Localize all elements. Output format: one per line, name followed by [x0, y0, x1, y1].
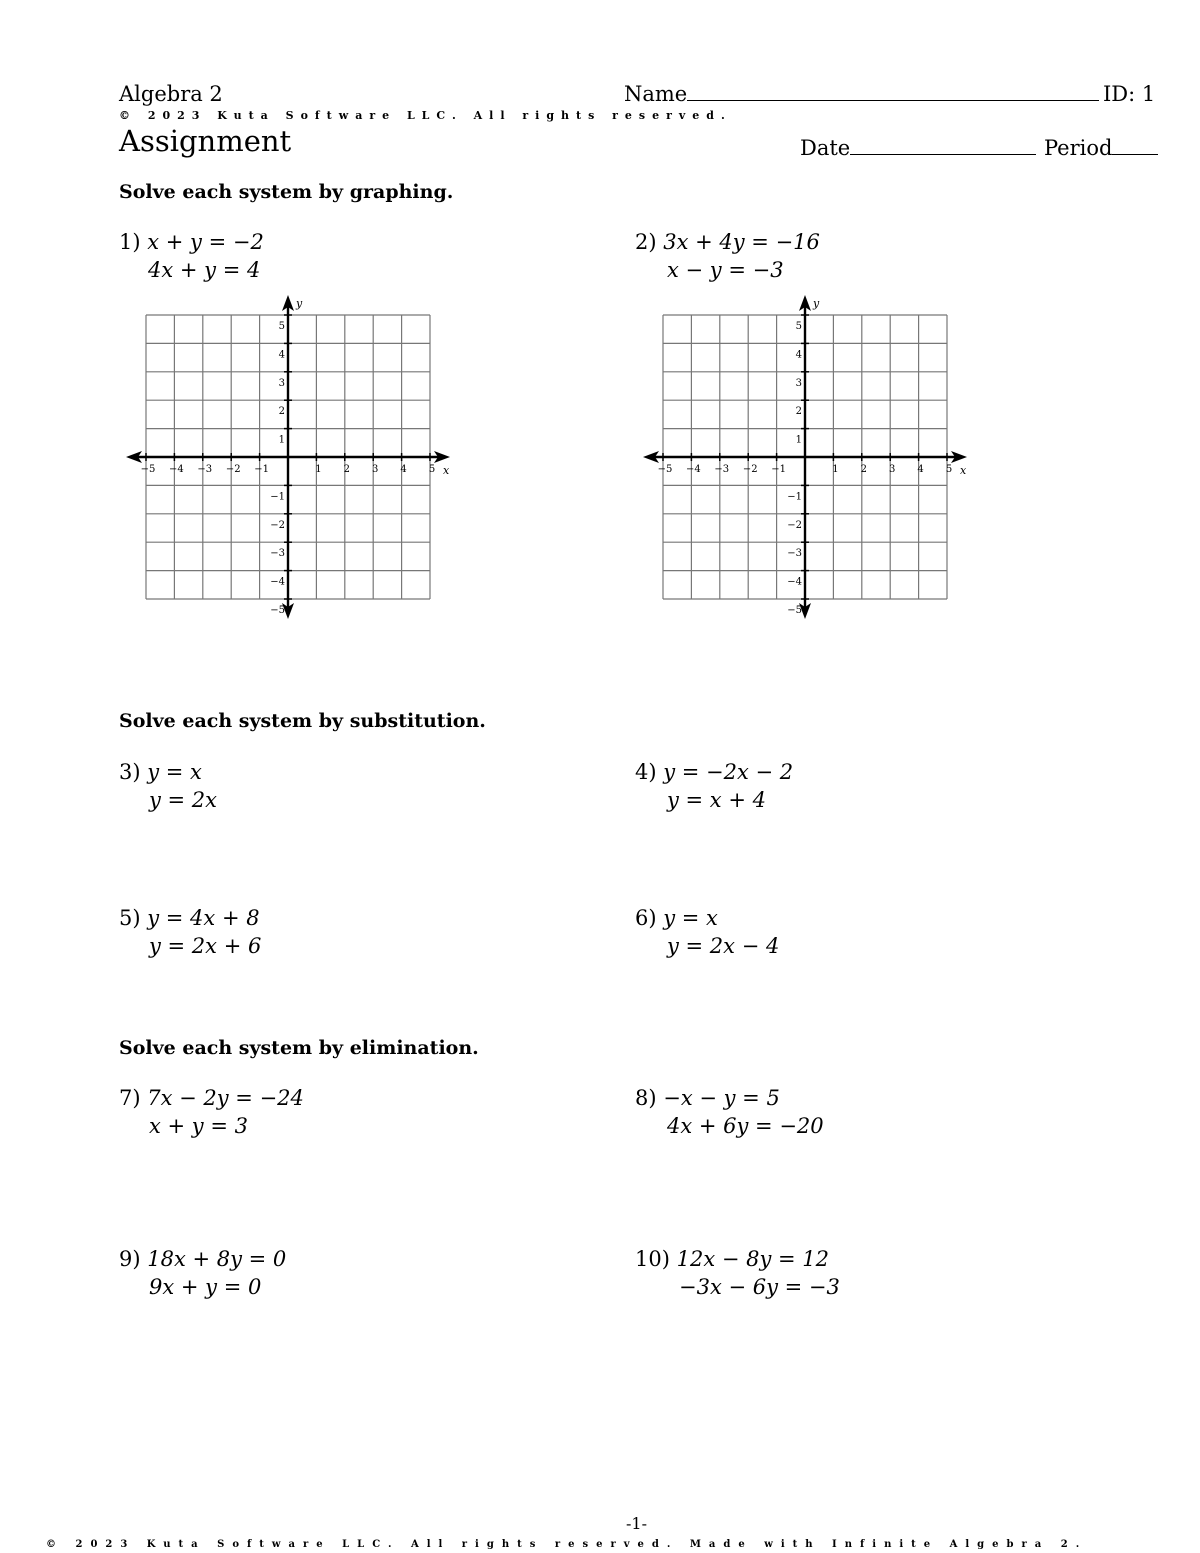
- y-tick-label: 1: [795, 434, 802, 446]
- y-tick-label: −4: [787, 576, 802, 588]
- x-tick-label: −4: [169, 464, 184, 475]
- coordinate-grid-1[interactable]: [124, 293, 454, 623]
- equation-2: 9x + y = 0: [149, 1275, 262, 1299]
- equation-1: y = −2x − 2: [663, 760, 794, 784]
- y-tick-label: −1: [270, 491, 285, 503]
- y-tick-label: 2: [795, 406, 802, 418]
- x-tick-label: 5: [945, 464, 953, 475]
- x-tick-label: −4: [686, 464, 701, 475]
- y-tick-label: 1: [278, 434, 285, 446]
- name-label: Name: [624, 82, 688, 106]
- problem-number: 2): [635, 230, 657, 254]
- page-title: Assignment: [119, 124, 292, 158]
- y-tick-label: −5: [787, 605, 802, 616]
- problem-5: [119, 904, 261, 960]
- equation-1: 18x + 8y = 0: [147, 1247, 287, 1271]
- equation-1: y = x: [663, 906, 718, 930]
- x-tick-label: −2: [742, 464, 758, 475]
- equation-1: y = x: [147, 760, 202, 784]
- problem-number: 4): [635, 760, 657, 784]
- page-number: -1-: [626, 1514, 647, 1533]
- x-tick-label: −3: [714, 464, 730, 475]
- y-tick-label: 3: [278, 377, 285, 389]
- x-tick-label: 2: [343, 464, 350, 475]
- coordinate-grid-2[interactable]: [641, 293, 971, 623]
- equation-2: 4x + 6y = −20: [667, 1114, 824, 1138]
- y-tick-label: −1: [787, 491, 802, 503]
- x-tick-label: −5: [140, 464, 156, 475]
- equation-1: −x − y = 5: [663, 1086, 780, 1110]
- x-axis-label: x: [960, 464, 967, 477]
- y-tick-label: −2: [270, 519, 285, 531]
- problem-number: 5): [119, 906, 141, 930]
- y-tick-label: −3: [270, 548, 285, 560]
- equation-2: 4x + y = 4: [148, 258, 261, 282]
- course-name: Algebra 2: [119, 82, 223, 106]
- y-tick-label: 5: [795, 321, 802, 332]
- period-field[interactable]: [1044, 136, 1158, 160]
- problem-number: 8): [635, 1086, 657, 1110]
- y-tick-label: −3: [787, 548, 802, 560]
- equation-2: y = 2x: [149, 788, 218, 812]
- date-label: Date: [800, 136, 851, 160]
- problem-3: [119, 758, 217, 814]
- problem-8: [635, 1084, 824, 1140]
- section-graphing-heading: Solve each system by graphing.: [119, 181, 454, 203]
- equation-1: x + y = −2: [147, 230, 264, 254]
- problem-6: [635, 904, 779, 960]
- x-tick-label: 3: [372, 464, 379, 475]
- equation-1: 3x + 4y = −16: [663, 230, 820, 254]
- problem-2: [635, 228, 820, 284]
- problem-number: 9): [119, 1247, 141, 1271]
- problem-number: 1): [119, 230, 141, 254]
- x-tick-label: 1: [832, 464, 839, 475]
- problem-number: 6): [635, 906, 657, 930]
- x-tick-label: 1: [315, 464, 322, 475]
- y-tick-label: −2: [787, 519, 802, 531]
- y-tick-label: −4: [270, 576, 285, 588]
- equation-2: −3x − 6y = −3: [679, 1275, 840, 1299]
- x-tick-label: −1: [254, 464, 269, 475]
- problem-10: [635, 1245, 840, 1301]
- section-substitution-heading: Solve each system by substitution.: [119, 710, 486, 732]
- problem-number: 10): [635, 1247, 670, 1271]
- y-tick-label: 4: [795, 349, 802, 361]
- x-tick-label: 4: [400, 464, 407, 475]
- period-label: Period: [1044, 136, 1113, 160]
- id-label: ID: 1: [1103, 82, 1156, 106]
- header-copyright: © 2023 Kuta Software LLC. All rights reserved.: [119, 109, 732, 122]
- problem-number: 7): [119, 1086, 141, 1110]
- x-tick-label: 4: [917, 464, 924, 475]
- problem-7: [119, 1084, 304, 1140]
- x-tick-label: −1: [771, 464, 786, 475]
- y-tick-label: 3: [795, 377, 802, 389]
- problem-number: 3): [119, 760, 141, 784]
- x-tick-label: 3: [889, 464, 896, 475]
- x-tick-label: 2: [860, 464, 867, 475]
- x-tick-label: −3: [197, 464, 213, 475]
- y-tick-label: 5: [278, 321, 285, 332]
- date-field[interactable]: [800, 136, 1036, 160]
- footer-copyright: © 2023 Kuta Software LLC. All rights reserved. Made with Infinite Algebra 2.: [46, 1539, 1088, 1550]
- equation-2: x − y = −3: [667, 258, 784, 282]
- x-tick-label: −5: [657, 464, 673, 475]
- equation-2: x + y = 3: [149, 1114, 248, 1138]
- x-tick-label: 5: [428, 464, 436, 475]
- x-tick-label: −2: [225, 464, 241, 475]
- equation-2: y = x + 4: [667, 788, 766, 812]
- x-axis-label: x: [443, 464, 450, 477]
- y-axis-label: y: [296, 297, 303, 310]
- y-tick-label: 2: [278, 406, 285, 418]
- equation-1: 12x − 8y = 12: [676, 1247, 830, 1271]
- equation-2: y = 2x + 6: [149, 934, 262, 958]
- y-tick-label: −5: [270, 605, 285, 616]
- equation-2: y = 2x − 4: [667, 934, 780, 958]
- problem-1: [119, 228, 264, 284]
- date-blank[interactable]: [850, 154, 1036, 155]
- problem-4: [635, 758, 793, 814]
- period-blank[interactable]: [1112, 154, 1158, 155]
- section-elimination-heading: Solve each system by elimination.: [119, 1037, 479, 1059]
- problem-9: [119, 1245, 286, 1301]
- equation-1: 7x − 2y = −24: [147, 1086, 304, 1110]
- y-tick-label: 4: [278, 349, 285, 361]
- equation-1: y = 4x + 8: [147, 906, 260, 930]
- y-axis-label: y: [813, 297, 820, 310]
- name-blank[interactable]: [687, 100, 1099, 101]
- name-field[interactable]: [624, 82, 1099, 106]
